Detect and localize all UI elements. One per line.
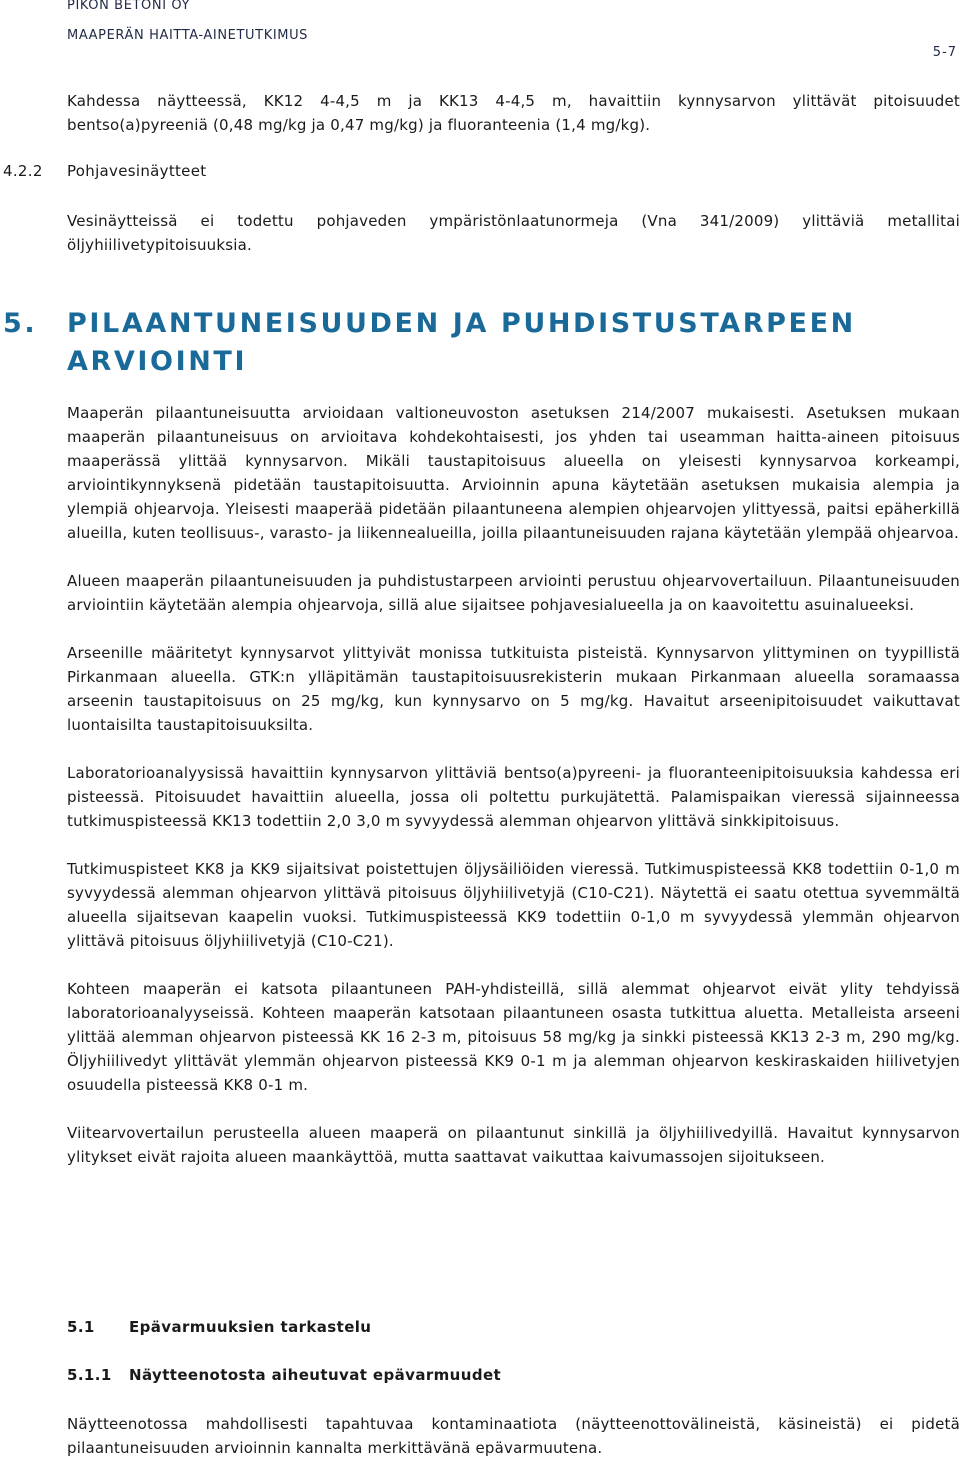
section-4-2-2-block — [67, 209, 960, 257]
section-5-paragraph-7: Viitearvovertailun perusteella alueen maaperä on pilaantunut sinkillä ja öljyhiilivedyillä. Havaitut kynnysarvon ylitykset eivät rajoita alueen maankäyttöä, mutta saattavat vaikuttaa kaivumassojen sijoitukseen. — [67, 1124, 960, 1166]
section-5-paragraph-2: Alueen maaperän pilaantuneisuuden ja puhdistustarpeen arviointi perustuu ohjearvovertailuun. Pilaantuneisuuden arviointiin käytetään alempia ohjearvoja, sillä alue sijaitsee pohjavesialueella ja on kaavoitettu asuinalueeksi. — [67, 572, 960, 614]
section-5-1-title: Epävarmuuksien tarkastelu — [129, 1318, 372, 1336]
page-number: 5-7 — [932, 45, 957, 60]
section-5-paragraph-5: Tutkimuspisteet KK8 ja KK9 sijaitsivat poistettujen öljysäiliöiden vieressä. Tutkimuspisteessä KK8 todettiin 0-1,0 m syvyydessä alemman ohjearvon ylittävä pitoisuus öljyhiilivetyjä (C10-C21). Näytettä ei saatu otettua syvemmältä alueella sijaitsevan kaapelin vuoksi. Tutkimuspisteessä KK9 todettiin 0-1,0 m syvyydessä ylemmän ohjearvon ylittävä pitoisuus öljyhiilivetyjä (C10-C21). — [67, 860, 960, 950]
section-5-1-1-title: Näytteenotosta aiheutuvat epävarmuudet — [129, 1366, 502, 1384]
section-5-paragraph-1: Maaperän pilaantuneisuutta arvioidaan valtioneuvoston asetuksen 214/2007 mukaisesti. Asetuksen mukaan maaperän pilaantuneisuus on arvioitava kohdekohtaisesti, jos yhden tai useamman haitta-aineen pitoisuus maaperässä ylittää kynnysarvon. Mikäli taustapitoisuus alueella on yleisesti kynnysarvoa korkeampi, arviointikynnyksenä pidetään taustapitoisuutta. Arvioinnin apuna käytetään asetuksen mukaisia alempia ja ylempiä ohjearvoja. Yleisesti maaperää pidetään pilaantuneena alempien ohjearvojen ylittyessä, paitsi epäherkillä alueilla, kuten teollisuus-, varasto- ja liikennealueilla, joilla pilaantuneisuuden rajana käytetään ylempää ohjearvoa. — [67, 404, 960, 542]
section-5-paragraph-6: Kohteen maaperän ei katsota pilaantuneen PAH-yhdisteillä, sillä alemmat ohjearvot eivät ylity tehdyissä laboratorioanalyyseissä. Kohteen maaperän katsotaan pilaantuneen osasta tutkittua aluetta. Metalleista arseeni ylittää alemman ohjearvon pisteessä KK 16 2-3 m, pitoisuus 58 mg/kg ja sinkki pisteessä KK13 2-3 m, 290 mg/kg. Öljyhiilivedyt ylittävät ylemmän ohjearvon pisteessä KK9 0-1 m ja alemman ohjearvon keskiraskaiden hiilivetyjen osuudella pisteessä KK8 0-1 m. — [67, 980, 960, 1094]
section-5-heading: 5. PILAANTUNEISUUDEN JA PUHDISTUSTARPEEN ARVIOINTI — [3, 308, 856, 377]
report-title: MAAPERÄN HAITTA-AINETUTKIMUS — [67, 28, 309, 43]
section-4-2-2-title: Pohjavesinäytteet — [67, 162, 207, 180]
section-5-paragraph-4: Laboratorioanalyysissä havaittiin kynnysarvon ylittäviä bentso(a)pyreeni- ja fluoranteenipitoisuuksia kahdessa eri pisteessä. Pitoisuudet havaittiin alueella, jossa oli poltettu purkujätettä. Palamispaikan vieressä sijainneessa tutkimuspisteessä KK13 todettiin 2,0 3,0 m syvyydessä alemman ohjearvon ylittävä sinkkipitoisuus. — [67, 764, 960, 830]
section-5-1-number: 5.1 — [67, 1318, 95, 1336]
section-5-1-1-block — [67, 1412, 960, 1460]
intro-block — [67, 89, 960, 137]
section-4-2-2-number: 4.2.2 — [3, 162, 43, 180]
section-5-body — [67, 401, 960, 1169]
company-name: PIKON BETONI OY — [67, 0, 191, 13]
section-5-paragraph-3: Arseenille määritetyt kynnysarvot ylittyivät monissa tutkituista pisteistä. Kynnysarvon ylittyminen on tyypillistä Pirkanmaan alueella. GTK:n ylläpitämän taustapitoisuusrekisterin mukaan Pirkanmaan alueella soramaassa arseenin taustapitoisuus on 25 mg/kg, kun kynnysarvo on 5 mg/kg. Havaitut arseenipitoisuudet vaikuttavat luontaisilta taustapitoisuuksilta. — [67, 644, 960, 734]
section-5-1-heading — [67, 1318, 371, 1336]
section-5-1-1-heading — [67, 1366, 501, 1384]
section-4-2-2-paragraph: Vesinäytteissä ei todettu pohjaveden ympäristönlaatunormeja (Vna 341/2009) ylittäviä metallitai öljyhiilivetypitoisuuksia. — [67, 212, 960, 254]
section-5-1-1-number: 5.1.1 — [67, 1366, 112, 1384]
intro-paragraph: Kahdessa näytteessä, KK12 4-4,5 m ja KK13 4-4,5 m, havaittiin kynnysarvon ylittävät pitoisuudet bentso(a)pyreeniä (0,48 mg/kg ja 0,47 mg/kg) ja fluoranteenia (1,4 mg/kg). — [67, 92, 960, 134]
section-5-title: PILAANTUNEISUUDEN JA PUHDISTUSTARPEEN ARVIOINTI — [67, 308, 856, 377]
section-5-1-1-paragraph: Näytteenotossa mahdollisesti tapahtuvaa kontaminaatiota (näytteenottovälineistä, käsineistä) ei pidetä pilaantuneisuuden arvioinnin kannalta merkittävänä epävarmuutena. — [67, 1415, 960, 1457]
